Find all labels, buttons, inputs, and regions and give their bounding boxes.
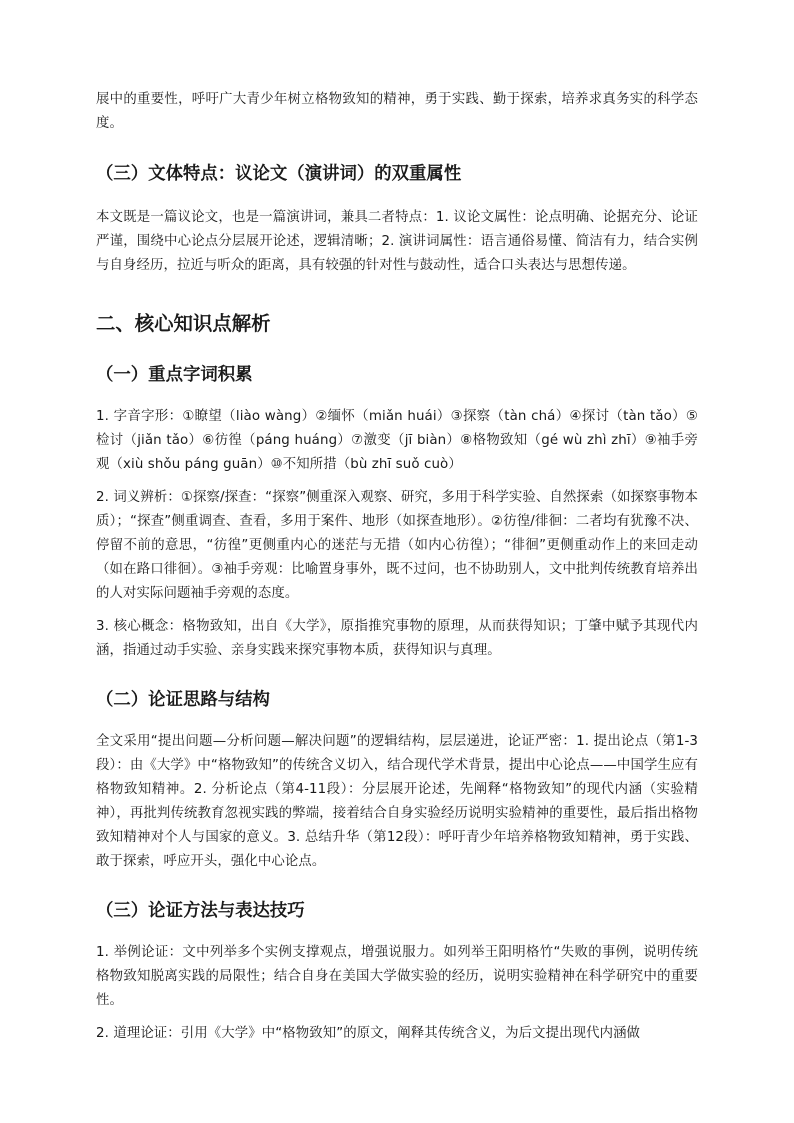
methods-section-heading: （三）论证方法与表达技巧 [96,901,305,921]
vocab-concept-paragraph: 3. 核心概念：格物致知，出自《大学》，原指推究事物的原理，从而获得知识；丁肇中赋予其现代内涵，指通过动手实验、亲身实践来探究事物本质，获得知识与真理。 [96,619,698,658]
methods-example-paragraph: 1. 举例论证：文中列举多个实例支撑观点，增强说服力。如列举王阳明格竹“失败的事例，说明传统格物致知脱离实践的局限性；结合自身在美国大学做实验的经历，说明实验精神在科学研究中的重要性。 [96,945,698,1008]
vocab-distinction-paragraph: 2. 词义辨析：①探察/探查：“探察”侧重深入观察、研究，多用于科学实验、自然探索（如探察事物本质）；“探查”侧重调查、查看，多用于案件、地形（如探查地形）。②彷徨/徘徊：二者均有犹豫不决、停留不前的意思，“彷徨”更侧重内心的迷茫与无措（如内心彷徨）；“徘徊”更侧重动作上的来回走动（如在路口徘徊）。③袖手旁观：比喻置身事外，既不过问，也不协助别人，文中批判传统教育培养出的人对实际问题袖手旁观的态度。 [96,490,698,601]
vocab-pronunciation-paragraph: 1. 字音字形：①瞭望（liào wàng）②缅怀（miǎn huái）③探察（tàn chá）④探讨（tàn tǎo）⑤检讨（jiǎn tǎo）⑥彷徨（páng huáng）⑦激变（jī biàn）⑧格物致知（gé wù zhì zhī）⑨袖手旁观（xiù shǒu páng guān）⑩不知所措（bù zhī suǒ cuò） [96,409,698,472]
style-section-heading: （三）文体特点：议论文（演讲词）的双重属性 [96,164,462,184]
structure-section-heading: （二）论证思路与结构 [96,690,270,710]
structure-paragraph: 全文采用“提出问题—分析问题—解决问题”的逻辑结构，层层递进，论证严密：1. 提出论点（第1-3段）：由《大学》中“格物致知”的传统含义切入，结合现代学术背景，提出中心论点——中国学生应有格物致知精神。2. 分析论点（第4-11段）：分层展开论述，先阐释“格物致知”的现代内涵（实验精神），再批判传统教育忽视实践的弊端，接着结合自身实验经历说明实验精神的重要性，最后指出格物致知精神对个人与国家的意义。3. 总结升华（第12段）：呼吁青少年培养格物致知精神，勇于实践、敢于探索，呼应开头，强化中心论点。 [96,734,698,869]
style-section-paragraph: 本文既是一篇议论文，也是一篇演讲词，兼具二者特点：1. 议论文属性：论点明确、论据充分、论证严谨，围绕中心论点分层展开论述，逻辑清晰；2. 演讲词属性：语言通俗易懂、简洁有力，结合实例与自身经历，拉近与听众的距离，具有较强的针对性与鼓动性，适合口头表达与思想传递。 [96,210,698,273]
part-two-heading: 二、核心知识点解析 [96,312,271,335]
vocab-section-heading: （一）重点字词积累 [96,365,253,385]
intro-continuation-paragraph: 展中的重要性，呼吁广大青少年树立格物致知的精神，勇于实践、勤于探索，培养求真务实的科学态度。 [96,92,698,131]
methods-reasoning-paragraph: 2. 道理论证：引用《大学》中“格物致知”的原文，阐释其传统含义，为后文提出现代内涵做 [96,1026,641,1041]
